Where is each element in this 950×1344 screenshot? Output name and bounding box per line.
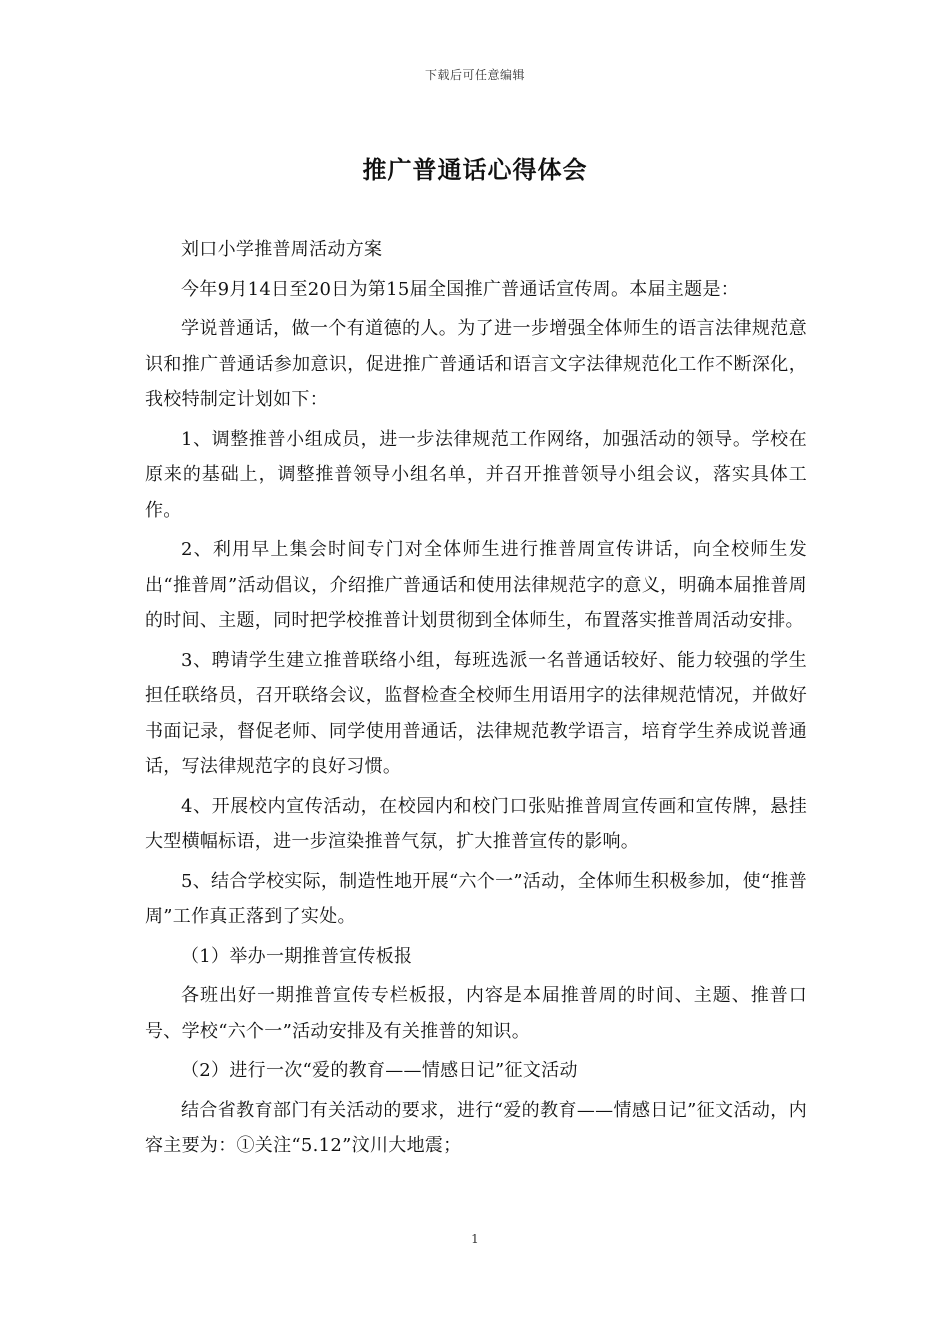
paragraph-subtitle: 刘口小学推普周活动方案 [181,239,383,260]
document-title: 推广普通话心得体会 [362,155,588,184]
paragraph-intro: 今年9月14日至20日为第15届全国推广普通话宣传周。本届主题是： [181,278,740,300]
header-note: 下载后可任意编辑 [424,68,525,82]
paragraph-subitem-1-body: 各班出好一期推普宣传专栏板报，内容是本届推普周的时间、主题、推普口号、学校“六个一”活动安排及有关推普的知识。 [145,985,807,1042]
paragraph-subitem-1-heading: （1）举办一期推普宣传板报 [181,945,413,967]
paragraph-item-2: 2、利用早上集会时间专门对全体师生进行推普周宣传讲话，向全校师生发出“推普周”活动倡议，介绍推广普通话和使用法律规范字的意义，明确本届推普周的时间、主题，同时把学校推普计划贯彻到全体师生，布置落实推普周活动安排。 [145,539,807,631]
paragraph-item-4: 4、开展校内宣传活动，在校园内和校门口张贴推普周宣传画和宣传牌，悬挂大型横幅标语，进一步渲染推普气氛，扩大推普宣传的影响。 [145,795,807,852]
paragraph-item-5: 5、结合学校实际，制造性地开展“六个一”活动，全体师生积极参加，使“推普周”工作真正落到了实处。 [145,870,807,927]
document-body [145,232,807,1168]
paragraph-subitem-2-heading: （2）进行一次“爱的教育——情感日记”征文活动 [181,1060,578,1081]
page-number: 1 [471,1232,479,1246]
paragraph-theme: 学说普通话，做一个有道德的人。为了进一步增强全体师生的语言法律规范意识和推广普通话参加意识，促进推广普通话和语言文字法律规范化工作不断深化，我校特制定计划如下： [145,318,807,410]
paragraph-item-1: 1、调整推普小组成员，进一步法律规范工作网络，加强活动的领导。学校在原来的基础上，调整推普领导小组名单，并召开推普领导小组会议，落实具体工作。 [145,428,807,521]
paragraph-item-3: 3、聘请学生建立推普联络小组，每班选派一名普通话较好、能力较强的学生担任联络员，召开联络会议，监督检查全校师生用语用字的法律规范情况，并做好书面记录，督促老师、同学使用普通话，法律规范教学语言，培育学生养成说普通话，写法律规范字的良好习惯。 [145,649,807,777]
paragraph-subitem-2-body: 结合省教育部门有关活动的要求，进行“爱的教育——情感日记”征文活动，内容主要为：①关注“5.12”汶川大地震； [145,1099,807,1156]
